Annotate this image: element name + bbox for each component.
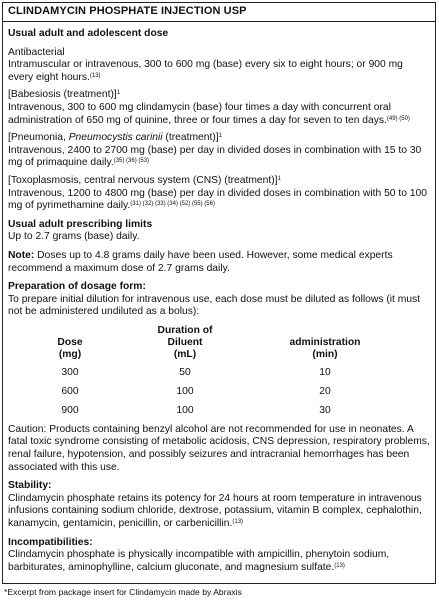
caution-text: Caution: Products containing benzyl alcohol are not recommended for use in neonates. A fatal toxic syndrome consisting of metabolic acidosis, CNS depression, respiratory problems, renal failure, hypotension, and possibly seizures and intracranial hemorrhages has been associated with this use. — [8, 423, 430, 473]
note-label: Note: — [8, 249, 35, 261]
toxoplasmosis-title: [Toxoplasmosis, central nervous system (CNS) (treatment)] — [8, 174, 278, 186]
table-cell: 30 — [319, 405, 331, 417]
limits-heading: Usual adult prescribing limits — [8, 218, 153, 230]
preparation-text: To prepare initial dilution for intravenous use, each dose must be diluted as follows (it must not be administered undiluted as a bolus): — [8, 293, 421, 318]
babesiosis-dose: Intravenous, 300 to 600 mg clindamycin (base) four times a day with concurrent oral administration of 650 mg of quinine, three or four times a day for seven to ten days. — [8, 101, 391, 126]
pneumonia-organism: Pneumocystis carinii — [68, 132, 163, 144]
pneumonia-title-pre: [Pneumonia, — [8, 132, 69, 144]
usual-dose-heading: Usual adult and adolescent dose — [8, 28, 169, 39]
antibacterial-text — [8, 59, 430, 84]
table-row — [20, 361, 400, 380]
antibacterial-dose: Intramuscular or intravenous, 300 to 600 mg (base) every six to eight hours; or 900 mg every eight hours. — [8, 59, 403, 83]
pneumonia-text — [8, 145, 430, 170]
header-admin-line2: (min) — [312, 348, 338, 360]
toxoplasmosis-text — [8, 188, 430, 213]
table-row — [20, 380, 400, 399]
table-cell: 600 — [61, 386, 79, 398]
limits-text: Up to 2.7 grams (base) daily. — [8, 231, 140, 243]
babesiosis-mark: 1 — [116, 90, 121, 97]
toxoplasmosis-mark: 1 — [277, 175, 281, 182]
babesiosis-ref: (49) (50) — [386, 115, 410, 122]
table-cell: 50 — [179, 367, 191, 379]
header-dose-line2: (mg) — [58, 348, 82, 360]
header-diluent-line2: Diluent — [167, 336, 203, 348]
incompatibilities-text — [8, 549, 430, 574]
babesiosis-label — [8, 89, 430, 102]
table-cell: 100 — [176, 405, 194, 417]
toxoplasmosis-label — [8, 175, 430, 188]
incompatibilities-heading: Incompatibilities: — [8, 536, 93, 548]
antibacterial-label: Antibacterial — [8, 46, 65, 58]
preparation-heading: Preparation of dosage form: — [8, 281, 146, 293]
table-header-row — [20, 325, 400, 361]
pneumonia-dose: Intravenous, 2400 to 2700 mg (base) per day in divided doses in combination with 15 to 30 mg of primaquine daily. — [8, 144, 422, 169]
pneumonia-title-post: (treatment)] — [162, 132, 219, 144]
footnote: *Excerpt from package insert for Clindamycin made by Abraxis — [4, 587, 242, 597]
header-dose-line1: Dose — [57, 336, 83, 348]
document-body — [8, 28, 430, 574]
babesiosis-text — [8, 102, 430, 127]
header-diluent — [120, 325, 250, 361]
pneumonia-mark: 1 — [218, 133, 222, 140]
table-cell: 100 — [176, 386, 194, 398]
incompatibilities-ref: (13) — [334, 562, 345, 569]
toxoplasmosis-ref: (31) (32) (33) (34) (52) (55) (56) — [130, 201, 215, 208]
pneumonia-label — [8, 132, 430, 145]
antibacterial-ref: (13) — [89, 72, 101, 79]
header-administration — [250, 325, 400, 361]
dilution-table — [20, 325, 400, 418]
header-diluent-line1: Duration of — [157, 324, 213, 336]
table-cell: 900 — [61, 405, 79, 417]
document-title: CLINDAMYCIN PHOSPHATE INJECTION USP — [2, 2, 436, 22]
header-admin-line1: administration — [289, 336, 361, 348]
stability-ref: (13) — [232, 519, 244, 526]
table-cell: 20 — [319, 386, 331, 398]
toxoplasmosis-dose: Intravenous, 1200 to 4800 mg (base) per day in divided doses in combination with 50 to 100 mg of pyrimethamine daily. — [8, 187, 428, 212]
header-dose — [20, 325, 120, 361]
incompatibilities-body: Clindamycin phosphate is physically incompatible with ampicillin, phenytoin sodium, barbiturates, aminophylline, calcium gluconate, and magnesium sulfate. — [8, 549, 390, 573]
note-text: Doses up to 4.8 grams daily have been used. However, some medical experts recommend a maximum dose of 2.7 grams daily. — [8, 249, 393, 274]
pneumonia-ref: (35) (36) (53) — [113, 158, 150, 165]
stability-text — [8, 493, 430, 531]
babesiosis-title: [Babesiosis (treatment)] — [8, 89, 117, 101]
table-cell: 300 — [61, 367, 79, 379]
stability-body: Clindamycin phosphate retains its potency for 24 hours at room temperature in intravenous infusions containing sodium chloride, dextrose, potassium, vitamin B complex, cephalothin, kanamycin, gentamicin, penicillin, or carbenicillin. — [8, 492, 422, 530]
table-row — [20, 399, 400, 418]
header-diluent-line3: (mL) — [173, 348, 197, 360]
table-cell: 10 — [319, 367, 331, 379]
stability-heading: Stability: — [8, 480, 52, 492]
note-paragraph — [8, 250, 430, 275]
